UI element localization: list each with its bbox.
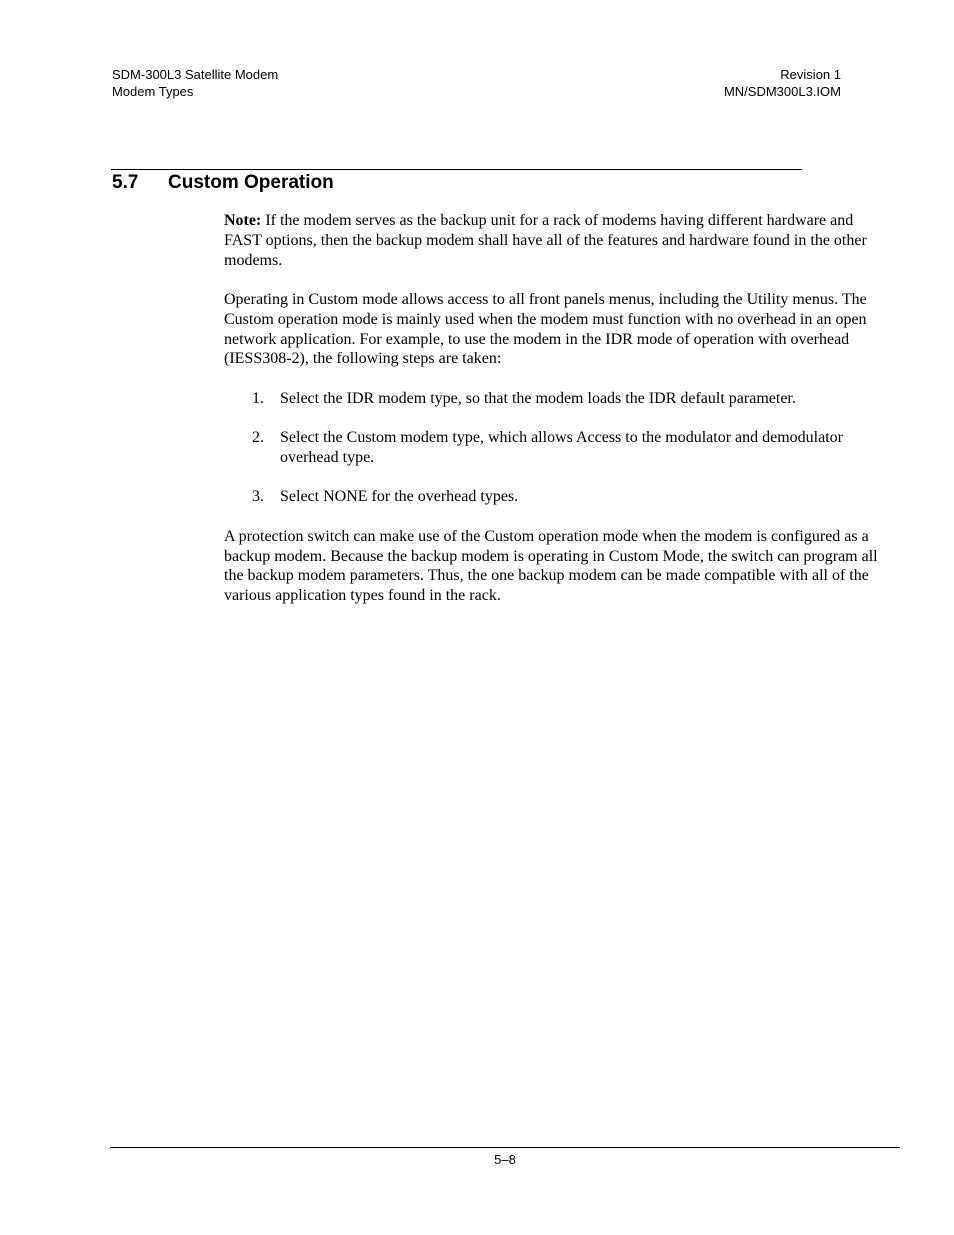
step-text: Select NONE for the overhead types. — [280, 488, 519, 506]
page-number: 5–8 — [494, 1152, 516, 1167]
step-number: 1. — [252, 389, 264, 407]
list-item — [224, 428, 892, 468]
section-title: Custom Operation — [168, 172, 334, 193]
step-text: Select the Custom modem type, which allows Access to the modulator and demodulator overhead type. — [280, 429, 843, 466]
section-heading — [112, 171, 334, 195]
running-header-right — [724, 67, 841, 100]
list-item — [224, 487, 892, 507]
section-divider — [111, 169, 802, 170]
intro-paragraph: Operating in Custom mode allows access to all front panels menus, including the Utility menus. The Custom operation mode is mainly used when the modem must function with no overhead in an open network application. For example, to use the modem in the IDR mode of operation with overhead (IESS308-2), the following steps are taken: — [224, 290, 867, 368]
revision-label: Revision 1 — [780, 67, 841, 82]
note-label: Note: — [224, 212, 262, 229]
section-body — [224, 211, 892, 626]
chapter-title: Modem Types — [112, 83, 194, 99]
footer-divider — [110, 1147, 900, 1148]
document-number: MN/SDM300L3.IOM — [723, 83, 841, 99]
running-header-left — [112, 67, 278, 100]
note-paragraph — [224, 211, 892, 270]
section-number: 5.7 — [112, 172, 139, 193]
list-item — [224, 389, 892, 409]
step-number: 2. — [252, 429, 264, 447]
document-title: SDM-300L3 Satellite Modem — [112, 67, 279, 82]
step-number: 3. — [252, 488, 264, 506]
note-text: If the modem serves as the backup unit for a rack of modems having different hardware and FAST options, then the backup modem shall have all of the features and hardware found in the other modems. — [224, 212, 867, 269]
steps-list — [224, 389, 892, 507]
protection-switch-paragraph: A protection switch can make use of the Custom operation mode when the modem is configured as a backup modem. Because the backup modem is operating in Custom Mode, the switch can program all the backup modem parameters. Thus, the one backup modem can be made compatible with all of the various application types found in the rack. — [224, 527, 878, 605]
step-text: Select the IDR modem type, so that the modem loads the IDR default parameter. — [280, 389, 796, 407]
